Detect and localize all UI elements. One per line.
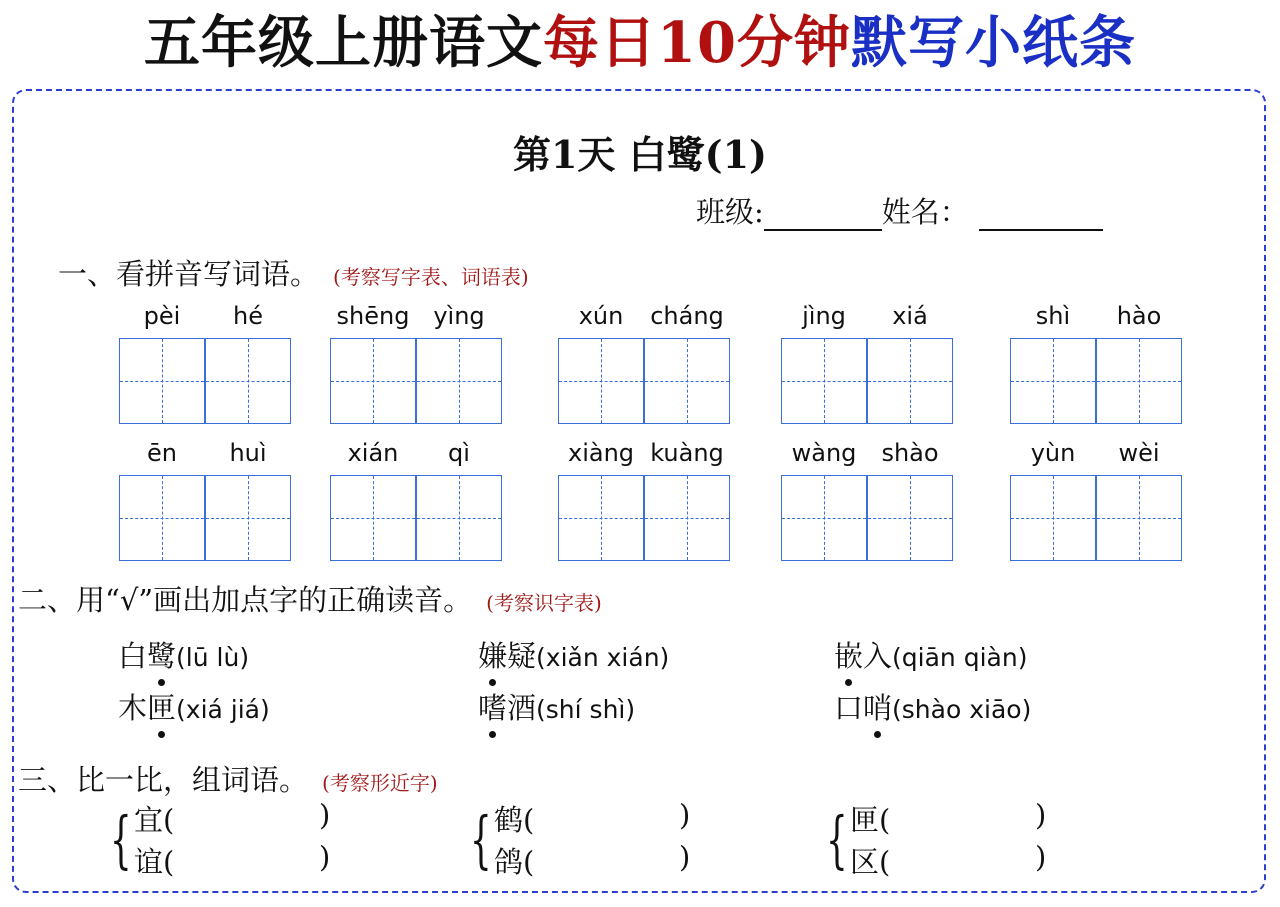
writing-grid[interactable]	[1010, 338, 1182, 424]
brace-symbol: {	[470, 803, 492, 876]
left-paren: (	[523, 845, 535, 879]
writing-grid[interactable]	[781, 475, 953, 561]
section-1-title: 一、看拼音写词语。	[58, 257, 320, 291]
reading-item[interactable]	[478, 686, 635, 727]
name-label: 姓名：	[881, 195, 969, 229]
left-paren: (	[163, 845, 175, 879]
compare-char: 鸽	[494, 845, 524, 879]
pinyin-label: xián	[347, 439, 399, 467]
writing-grid[interactable]	[1010, 475, 1182, 561]
pinyin-choices[interactable]: (lū lù)	[176, 643, 250, 672]
pinyin-label: wàng	[791, 439, 857, 467]
pinyin-choices[interactable]: (xiá jiá)	[176, 695, 270, 724]
reading-item[interactable]	[118, 686, 270, 727]
pinyin-choices[interactable]: (xiǎn xián)	[536, 643, 670, 672]
reading-item[interactable]	[118, 634, 249, 675]
writing-grid[interactable]	[330, 338, 502, 424]
pinyin-label: shēng	[336, 302, 410, 330]
left-paren: (	[163, 803, 175, 837]
pinyin-label: ēn	[147, 439, 177, 467]
pinyin-label: hào	[1116, 302, 1162, 330]
pinyin-label: yìng	[433, 302, 485, 330]
pinyin-choices[interactable]: (qiān qiàn)	[892, 643, 1028, 672]
section-1-heading	[58, 252, 529, 293]
worksheet-title	[0, 6, 1280, 80]
title-part-2: 每日10分钟	[543, 10, 851, 76]
pinyin-label: huì	[229, 439, 267, 467]
char: 酒	[507, 691, 537, 725]
compare-char: 鹤	[494, 803, 524, 837]
char: 入	[863, 639, 893, 673]
right-paren: )	[1035, 798, 1047, 832]
dotted-char: 哨	[863, 686, 892, 727]
writing-grid[interactable]	[781, 338, 953, 424]
reading-item[interactable]	[478, 634, 669, 675]
title-part-1: 五年级上册语文	[144, 10, 544, 76]
pinyin-label: yùn	[1030, 439, 1076, 467]
left-paren: (	[879, 803, 891, 837]
writing-grid[interactable]	[558, 338, 730, 424]
left-paren: (	[879, 845, 891, 879]
pinyin-label: wèi	[1118, 439, 1160, 467]
class-blank[interactable]	[764, 195, 882, 231]
writing-grid[interactable]	[119, 475, 291, 561]
pinyin-label: jìng	[802, 302, 846, 330]
pinyin-label: shì	[1035, 302, 1071, 330]
section-1-note: (考察写字表、词语表)	[333, 265, 529, 289]
writing-grid[interactable]	[119, 338, 291, 424]
pinyin-choices[interactable]: (shí shì)	[536, 695, 636, 724]
compare-char: 区	[850, 845, 880, 879]
pinyin-label: shào	[881, 439, 939, 467]
right-paren: )	[679, 840, 691, 874]
pinyin-label: pèi	[143, 302, 181, 330]
char: 口	[834, 691, 864, 725]
name-blank[interactable]	[979, 195, 1103, 231]
section-3-title: 三、比一比，组词语。	[18, 763, 309, 797]
brace-symbol: {	[826, 803, 848, 876]
char: 木	[118, 691, 148, 725]
left-paren: (	[523, 803, 535, 837]
section-3-heading	[18, 758, 438, 799]
pinyin-label: kuàng	[650, 439, 724, 467]
pinyin-label: cháng	[650, 302, 724, 330]
right-paren: )	[319, 798, 331, 832]
brace-symbol: {	[110, 803, 132, 876]
section-2-heading	[18, 578, 602, 619]
writing-grid[interactable]	[558, 475, 730, 561]
compare-char: 谊	[134, 845, 164, 879]
pinyin-label: xiá	[892, 302, 928, 330]
pinyin-label: xiàng	[567, 439, 635, 467]
dotted-char: 鹭	[147, 634, 176, 675]
pinyin-label: xún	[578, 302, 624, 330]
dotted-char: 匣	[147, 686, 176, 727]
char: 白	[118, 639, 148, 673]
section-2-title: 二、用“√”画出加点字的正确读音。	[18, 583, 473, 617]
dotted-char: 嫌	[478, 634, 507, 675]
day-title: 第1天 白鹭(1)	[512, 132, 768, 177]
char: 疑	[507, 639, 537, 673]
section-3-note: (考察形近字)	[322, 771, 438, 795]
reading-item[interactable]	[834, 634, 1027, 675]
section-2-note: (考察识字表)	[486, 591, 602, 615]
right-paren: )	[1035, 840, 1047, 874]
dotted-char: 嵌	[834, 634, 863, 675]
right-paren: )	[679, 798, 691, 832]
class-name-line	[696, 190, 1103, 231]
pinyin-label: hé	[233, 302, 263, 330]
title-part-3: 默写小纸条	[850, 10, 1136, 76]
reading-item[interactable]	[834, 686, 1031, 727]
compare-char: 匣	[850, 803, 880, 837]
right-paren: )	[319, 840, 331, 874]
compare-char: 宜	[134, 803, 164, 837]
pinyin-label: qì	[448, 439, 470, 467]
writing-grid[interactable]	[330, 475, 502, 561]
dotted-char: 嗜	[478, 686, 507, 727]
pinyin-choices[interactable]: (shào xiāo)	[892, 695, 1032, 724]
class-label: 班级:	[696, 195, 764, 229]
